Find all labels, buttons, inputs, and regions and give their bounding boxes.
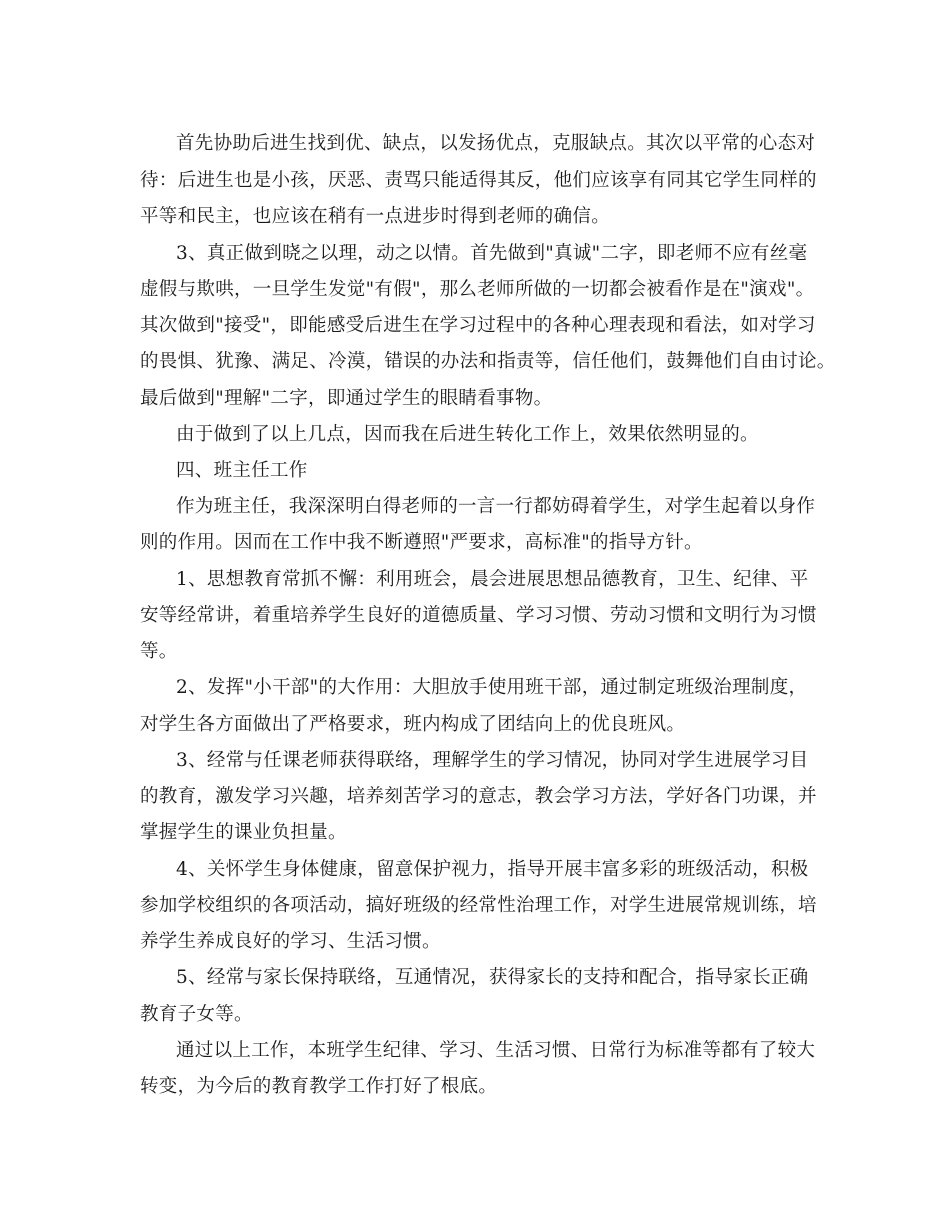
text-line: 作为班主任，我深深明白得老师的一言一行都妨碍着学生，对学生起着以身作 [176, 496, 816, 517]
text-line: 掌握学生的课业负担量。 [140, 822, 347, 843]
text-line: 待：后进生也是小孩，厌恶、责骂只能适得其反，他们应该享有同其它学生同样的 [140, 170, 817, 191]
text-line: 通过以上工作，本班学生纪律、学习、生活习惯、日常行为标准等都有了较大 [176, 1040, 816, 1061]
text-line: 养学生养成良好的学习、生活习惯。 [140, 931, 441, 952]
text-line: 2、发挥"小干部"的大作用：大胆放手使用班干部，通过制定班级治理制度， [176, 677, 808, 698]
text-line: 4、关怀学生身体健康，留意保护视力，指导开展丰富多彩的班级活动，积极 [176, 859, 809, 880]
text-line: 的教育，激发学习兴趣，培养刻苦学习的意志，教会学习方法，学好各门功课，并 [140, 786, 817, 807]
text-line: 则的作用。因而在工作中我不断遵照"严要求，高标准"的指导方针。 [140, 532, 703, 553]
text-line: 首先协助后进生找到优、缺点，以发扬优点，克服缺点。其次以平常的心态对 [176, 133, 816, 154]
text-line: 对学生各方面做出了严格要求，班内构成了团结向上的优良班风。 [140, 714, 686, 735]
text-line: 由于做到了以上几点，因而我在后进生转化工作上，效果依然明显的。 [176, 424, 759, 445]
text-line: 安等经常讲，着重培养学生良好的道德质量、学习习惯、劳动习惯和文明行为习惯 [140, 605, 817, 626]
text-line: 的畏惧、犹豫、满足、冷漠，错误的办法和指责等，信任他们，鼓舞他们自由讨论。 [140, 351, 836, 372]
text-line: 5、经常与家长保持联络，互通情况，获得家长的支持和配合，指导家长正确 [176, 967, 809, 988]
text-line: 最后做到"理解"二字，即通过学生的眼睛看事物。 [140, 388, 553, 409]
text-line: 等。 [140, 641, 178, 662]
text-line: 1、思想教育常抓不懈：利用班会，晨会进展思想品德教育，卫生、纪律、平 [176, 569, 809, 590]
section-heading: 四、班主任工作 [176, 460, 308, 481]
text-line: 3、经常与任课老师获得联络，理解学生的学习情况，协同对学生进展学习目 [176, 750, 809, 771]
text-line: 其次做到"接受"，即能感受后进生在学习过程中的各种心理表现和看法，如对学习 [140, 315, 816, 336]
text-line: 转变，为今后的教育教学工作打好了根底。 [140, 1076, 498, 1097]
text-line: 虚假与欺哄，一旦学生发觉"有假"，那么老师所做的一切都会被看作是在"演戏"。 [140, 279, 815, 300]
text-line: 3、真正做到晓之以理，动之以情。首先做到"真诚"二字，即老师不应有丝毫 [176, 243, 808, 264]
text-line: 平等和民主，也应该在稍有一点进步时得到老师的确信。 [140, 206, 611, 227]
text-line: 教育子女等。 [140, 1004, 253, 1025]
text-line: 参加学校组织的各项活动，搞好班级的经常性治理工作，对学生进展常规训练，培 [140, 895, 817, 916]
